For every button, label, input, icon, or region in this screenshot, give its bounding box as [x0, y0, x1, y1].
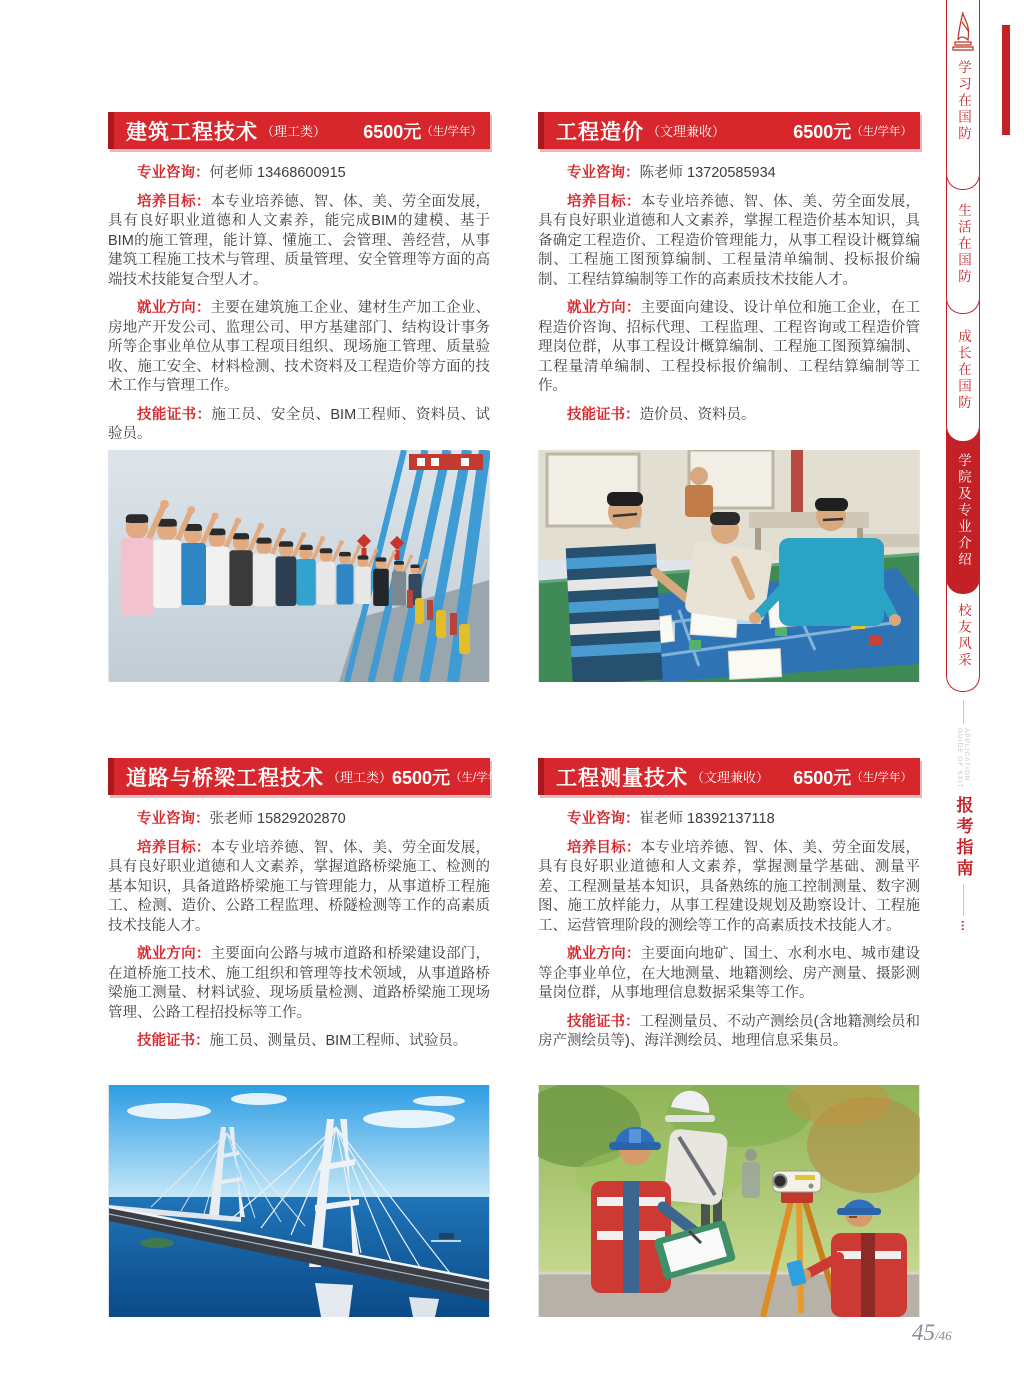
- tuition-fee-group: [793, 118, 912, 144]
- sidebar-chapter-rail: [946, 0, 980, 692]
- program-header-bar: [108, 112, 490, 149]
- career-label: 就业方向：: [567, 300, 641, 316]
- cert-label: 技能证书：: [567, 1013, 640, 1030]
- tuition-fee-unit: （生/学年）: [851, 771, 912, 784]
- page-number-current: 45: [912, 1320, 935, 1345]
- surveyors-illustration: [538, 1085, 920, 1317]
- cert-label: 技能证书：: [567, 406, 640, 423]
- objective-label: 培养目标：: [567, 839, 641, 856]
- consult-row: [108, 810, 490, 830]
- cert-text: 施工员、安全员、BIM工程师、资料员、试验员。: [108, 406, 491, 442]
- program-body: [538, 795, 920, 1052]
- photo-students-cost-planning-classroom: [538, 450, 920, 682]
- cert-row: [108, 1032, 490, 1052]
- sidebar-tab-college-and-majors-active[interactable]: [946, 428, 980, 594]
- objective-row: [108, 193, 490, 291]
- program-header-bar: [108, 758, 511, 795]
- program-title: 工程造价: [556, 120, 644, 144]
- consult-value: 何老师 13468600915: [209, 165, 346, 181]
- tuition-fee: 6500元: [793, 767, 852, 788]
- cert-text: 工程测量员、不动产测绘员(含地籍测绘员和房产测绘员等)、海洋测绘员、地理信息采集员。: [538, 1013, 921, 1049]
- program-title: 道路与桥梁工程技术: [126, 766, 324, 790]
- sea-bridge-illustration: [108, 1085, 490, 1317]
- page-number-total: /46: [935, 1328, 952, 1343]
- objective-label: 培养目标：: [137, 839, 211, 856]
- objective-text: 本专业培养德、智、体、美、劳全面发展，具有良好职业道德和人文素养，掌握工程造价基本知识，具备确定工程造价、工程造价管理能力，从事工程设计概算编制、工程施工图预算编制、工程量清单编制、投标报价编制、工程结算编制等工作的高素质技术技能人才。: [538, 193, 921, 288]
- tuition-fee-group: [392, 764, 511, 790]
- photo-sea-crossing-cable-stayed-bridge: [108, 1085, 490, 1317]
- sidebar-tab-label: 校友风采: [956, 602, 971, 669]
- cert-row: [108, 406, 490, 445]
- sidebar-tab-life-in-defense[interactable]: [946, 176, 980, 314]
- consult-row: [538, 164, 920, 184]
- program-category: （理工类）: [261, 124, 327, 139]
- career-row: [538, 299, 920, 397]
- career-row: [108, 945, 490, 1023]
- monument-statue-icon: [950, 10, 976, 54]
- program-card-engineering-surveying: [538, 758, 920, 1317]
- objective-text: 本专业培养德、智、体、美、劳全面发展，具有良好职业道德和人文素养，能完成BIM的建模、基于BIM的施工管理，能计算、懂施工、会管理、善经营，从事建筑工程施工技术与管理、质量管理、安全管理等方面的高端技术技能复合型人才。: [108, 193, 491, 288]
- cert-label: 技能证书：: [137, 406, 212, 423]
- objective-text: 本专业培养德、智、体、美、劳全面发展，具有良好职业道德和人文素养，掌握测量学基础、测量平差、工程测量基本知识，具备熟练的施工控制测量、数字测图、施工放样能力，从事工程建设规划及勘察设计、工程施工、运营管理阶段的测绘等工作的高素质技术技能人才。: [538, 839, 921, 934]
- objective-row: [108, 839, 490, 937]
- sidebar-tab-label: 学院及专业介绍: [956, 452, 971, 569]
- cert-row: [538, 1013, 920, 1052]
- program-body: [108, 149, 490, 445]
- career-label: 就业方向：: [137, 946, 211, 962]
- tuition-fee-unit: （生/学年）: [421, 125, 482, 138]
- objective-row: [538, 193, 920, 291]
- program-category: （文理兼收）: [691, 770, 770, 785]
- tuition-fee: 6500元: [793, 121, 852, 142]
- cert-text: 造价员、资料员。: [639, 406, 756, 423]
- program-body: [108, 795, 490, 1052]
- tuition-fee: 6500元: [392, 767, 451, 788]
- guide-chinese-logotype: 报考指南: [953, 796, 973, 880]
- career-text: 主要面向地矿、国土、水利水电、城市建设等企事业单位，在大地测量、地籍测绘、房产测量、摄影测量岗位群，从事地理信息数据采集等工作。: [538, 946, 921, 1001]
- consult-value: 张老师 15829202870: [209, 811, 346, 827]
- consult-label: 专业咨询：: [567, 165, 640, 181]
- program-header-bar: [538, 758, 920, 795]
- sidebar-tab-label: 成长在国防: [956, 329, 971, 412]
- page-edge-red-bar: [1002, 25, 1010, 135]
- consult-row: [538, 810, 920, 830]
- guide-english-text: APPLICATION GUIDE OF SXIT: [956, 728, 970, 789]
- tuition-fee-unit: （生/学年）: [851, 125, 912, 138]
- program-card-road-bridge-engineering: [108, 758, 511, 1317]
- program-header-bar: [538, 112, 920, 149]
- sidebar-tab-growth-in-defense[interactable]: [946, 300, 980, 442]
- sidebar-tab-alumni[interactable]: [946, 580, 980, 692]
- consult-value: 陈老师 13720585934: [639, 165, 776, 181]
- program-card-architecture-engineering: [108, 112, 490, 682]
- tuition-fee-group: [793, 764, 912, 790]
- sidebar-tab-label: 生活在国防: [956, 203, 971, 286]
- guide-divider-bottom: [963, 884, 964, 916]
- cert-row: [538, 406, 920, 426]
- program-category: （理工类）: [327, 770, 393, 785]
- consult-value: 崔老师 18392137118: [639, 811, 775, 827]
- application-guide-block: [946, 700, 980, 932]
- career-text: 主要在建筑施工企业、建材生产加工企业、房地产开发公司、监理公司、甲方基建部门、结构设计事务所等企事业单位从事工程项目组织、现场施工管理、质量验收、施工安全、材料检测、技术资料及工程造价等方面的技术工作与管理工作。: [108, 300, 491, 394]
- program-title: 工程测量技术: [556, 766, 688, 790]
- objective-row: [538, 839, 920, 937]
- career-text: 主要面向建设、设计单位和施工企业，在工程造价咨询、招标代理、工程监理、工程咨询或工程造价管理岗位群，从事工程设计概算编制、工程施工图预算编制、工程量清单编制、工程投标报价编制、工程结算编制等工作。: [538, 300, 921, 394]
- classroom-illustration: [538, 450, 920, 682]
- guide-ellipsis: ⋯: [956, 920, 969, 932]
- consult-label: 专业咨询：: [567, 811, 640, 827]
- consult-row: [108, 164, 490, 184]
- consult-label: 专业咨询：: [137, 165, 210, 181]
- career-row: [538, 945, 920, 1004]
- tuition-fee-group: [363, 118, 482, 144]
- objective-label: 培养目标：: [137, 193, 211, 210]
- cert-label: 技能证书：: [137, 1033, 210, 1049]
- program-card-engineering-cost: [538, 112, 920, 682]
- objective-label: 培养目标：: [567, 193, 641, 210]
- page-number: [912, 1320, 952, 1346]
- objective-text: 本专业培养德、智、体、美、劳全面发展，具有良好职业道德和人文素养，掌握道路桥梁施工、检测的基本知识，具备道路桥梁施工与管理能力，从事道桥工程施工、检测、造价、公路工程监理、桥隧检测等工作的高素质技术技能人才。: [108, 839, 491, 934]
- tuition-fee: 6500元: [363, 121, 422, 142]
- program-body: [538, 149, 920, 425]
- program-category: （文理兼收）: [647, 124, 726, 139]
- consult-label: 专业咨询：: [137, 811, 210, 827]
- guide-divider-top: [963, 700, 964, 724]
- photo-students-waving-on-suspension-bridge: [108, 450, 490, 682]
- career-text: 主要面向公路与城市道路和桥梁建设部门，在道桥施工技术、施工组织和管理等技术领域，从事道路桥梁施工测量、材料试验、现场质量检测、道路桥梁施工现场管理、公路工程招投标等工作。: [108, 946, 491, 1021]
- program-title: 建筑工程技术: [126, 120, 258, 144]
- sidebar-tab-label: 学习在国防: [956, 60, 971, 143]
- career-label: 就业方向：: [567, 946, 641, 962]
- bridge-crowd-illustration: [108, 450, 490, 682]
- tuition-fee-unit: （生/学年）: [450, 771, 511, 784]
- sidebar-tab-study-in-defense[interactable]: [946, 0, 980, 190]
- photo-field-surveyors-with-level: [538, 1085, 920, 1317]
- career-label: 就业方向：: [137, 300, 211, 316]
- career-row: [108, 299, 490, 397]
- cert-text: 施工员、测量员、BIM工程师、试验员。: [209, 1033, 468, 1049]
